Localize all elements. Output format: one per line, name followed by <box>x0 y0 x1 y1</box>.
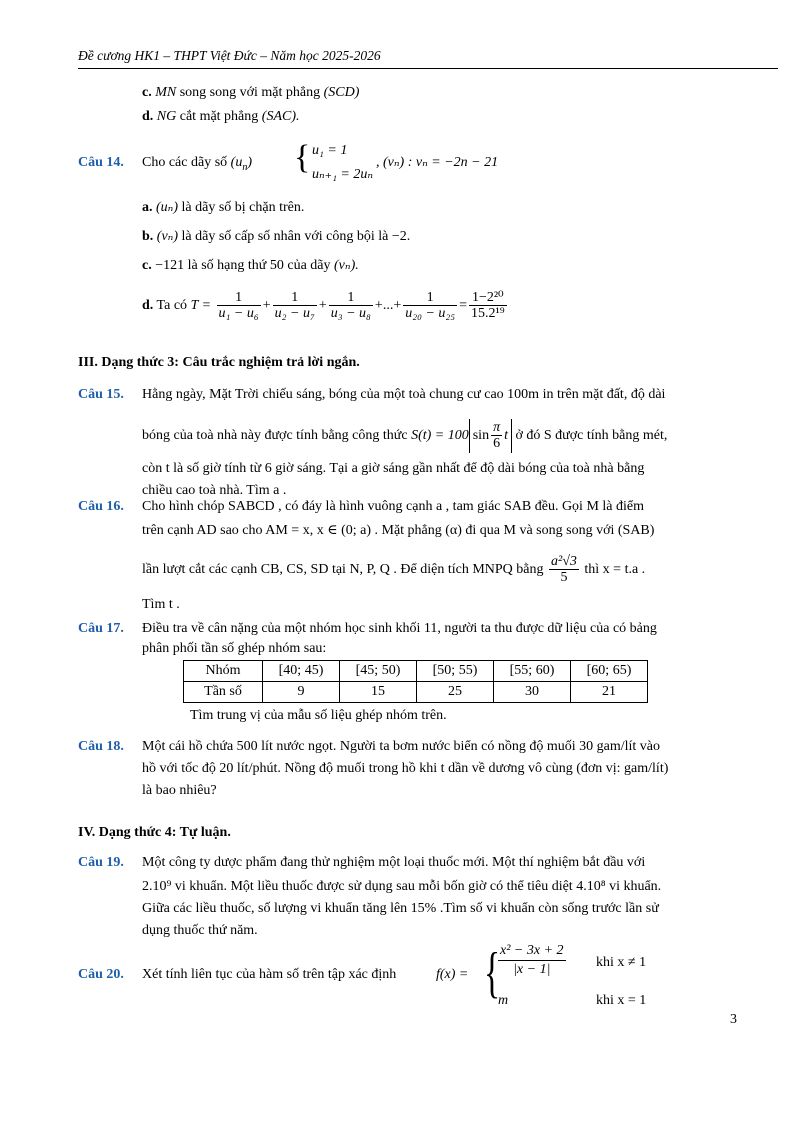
q13-option-c: c. MN song song với mặt phẳng (SCD) <box>142 85 360 100</box>
q14-intro: Cho các dãy số $(u_n)$ <box>142 155 252 173</box>
q14-fraction-result: $\frac{\text{1−2²⁰}}{\text{15.2¹⁹}}$ <box>471 290 505 322</box>
q18-label: Câu 18. <box>78 739 124 754</box>
q15-line-1: Hằng ngày, Mặt Trời chiếu sáng, bóng của một toà chung cư cao 100m in trên mặt đất, độ dài <box>142 387 666 402</box>
q15-line-4: chiều cao toà nhà. Tìm a . <box>142 483 287 498</box>
q20-condition-1: khi x ≠ 1 <box>596 955 647 970</box>
page-header: Đề cương HK1 – THPT Việt Đức – Năm học 2025-2026 <box>78 48 381 63</box>
q15-abs-sin: sin $\frac{\pi}{6}$ t <box>469 419 512 453</box>
table-cell: 9 <box>263 682 340 703</box>
q18-line-3: là bao nhiêu? <box>142 783 217 798</box>
q14-system-line1: u₁ = 1 <box>312 143 348 158</box>
q14-fraction-4: $\frac{1}{\text{u₂₀ − u₂₅}}$ <box>405 290 456 322</box>
q17-line-1: Điều tra về cân nặng của một nhóm học sinh khối 11, người ta thu được dữ liệu của có bảng <box>142 621 657 636</box>
section-4-title: IV. Dạng thức 4: Tự luận. <box>78 825 231 840</box>
table-cell: 21 <box>571 682 648 703</box>
q14-option-b: b. (vₙ) là dãy số cấp số nhân với công bội là −2. <box>142 229 411 244</box>
q16-label: Câu 16. <box>78 499 124 514</box>
q20-fx: f(x) = <box>436 967 469 982</box>
q15-label: Câu 15. <box>78 387 124 402</box>
table-cell: [55; 60) <box>494 661 571 682</box>
page-number: 3 <box>730 1012 737 1027</box>
q20-fraction: $\frac{\text{x² − 3x + 2}}{|x - 1|}$ <box>500 943 564 977</box>
q20-label: Câu 20. <box>78 967 124 982</box>
q16-line-1: Cho hình chóp SABCD , có đáy là hình vuông cạnh a , tam giác SAB đều. Gọi M là điểm <box>142 499 644 514</box>
q14-system-line2: uₙ₊₁ = 2uₙ <box>312 167 374 182</box>
q16-line-4: Tìm t . <box>142 597 180 612</box>
q20-text: Xét tính liên tục của hàm số trên tập xác định <box>142 967 397 982</box>
q14-vn-definition: , (vₙ) : vₙ = −2n − 21 <box>376 155 499 170</box>
q20-m: m <box>498 993 509 1008</box>
q16-area-fraction: $\frac{\text{a²√3}}{5}$ <box>551 554 577 586</box>
table-cell: 25 <box>417 682 494 703</box>
q14-option-a: a. (uₙ) là dãy số bị chặn trên. <box>142 200 305 215</box>
table-cell: 15 <box>340 682 417 703</box>
table-row <box>184 682 648 703</box>
q19-line-4: dụng thuốc thứ năm. <box>142 923 258 938</box>
q19-line-3: Giữa các liều thuốc, số lượng vi khuẩn tăng lên 15% .Tìm số vi khuẩn còn sống trước lần sử <box>142 901 659 916</box>
q20-condition-2: khi x = 1 <box>596 993 647 1008</box>
table-cell: [40; 45) <box>263 661 340 682</box>
q17-line-2: phân phối tần số ghép nhóm sau: <box>142 641 327 656</box>
q20-piecewise-brace: { <box>484 942 501 1004</box>
q14-fraction-1: $\frac{1}{\text{u₁ − u₆}}$ <box>218 290 259 322</box>
q19-line-2: 2.10⁹ vi khuẩn. Một liều thuốc được sử dụng sau mỗi bốn giờ có thể tiêu diệt 4.10⁸ vi khuẩn. <box>142 879 662 894</box>
q14-system-brace: { <box>294 139 311 176</box>
table-cell: Nhóm <box>184 661 263 682</box>
q17-line-3: Tìm trung vị của mẫu số liệu ghép nhóm trên. <box>190 708 447 723</box>
q16-line-3: lần lượt cắt các cạnh CB, CS, SD tại N, P, Q . Để diện tích MNPQ bằng $\frac{\text{a²√3}}{5}$ thì x = t.a . <box>142 554 646 586</box>
table-cell: 30 <box>494 682 571 703</box>
q14-fraction-2: $\frac{1}{\text{u₂ − u₇}}$ <box>274 290 315 322</box>
q14-option-d: d. Ta có T = $\frac{1}{\text{u₁ − u₆}}$ + $\frac{1}{\text{u₂ − u₇}}$ + $\frac{1}{\text{u₃ − u₈}}$ +...+ $\frac{1}{\text{u₂₀ − u₂₅}}$ = $\frac{\text{1−2²⁰}}{\text{15.2¹⁹}}$ <box>142 290 505 322</box>
q17-label: Câu 17. <box>78 621 124 636</box>
q18-line-2: hồ với tốc độ 20 lít/phút. Nồng độ muối trong hồ khi t dần về dương vô cùng (đơn vị: gam/lít) <box>142 761 669 776</box>
q18-line-1: Một cái hồ chứa 500 lít nước ngọt. Người ta bơm nước biển có nồng độ muối 30 gam/lít vào <box>142 739 660 754</box>
q15-line-2: bóng của toà nhà này được tính bằng công thức S(t) = 100 sin $\frac{\pi}{6}$ t ở đó S được tính bằng mét, <box>142 420 668 452</box>
q13-option-d: d. NG cắt mặt phẳng (SAC). <box>142 109 300 124</box>
section-3-title: III. Dạng thức 3: Câu trắc nghiệm trả lời ngắn. <box>78 355 360 370</box>
header-divider <box>78 68 778 69</box>
table-cell: [50; 55) <box>417 661 494 682</box>
frequency-table <box>183 660 648 703</box>
q14-fraction-3: $\frac{1}{\text{u₃ − u₈}}$ <box>330 290 371 322</box>
table-cell: Tần số <box>184 682 263 703</box>
q19-line-1: Một công ty dược phẩm đang thử nghiệm một loại thuốc mới. Một thí nghiệm bắt đầu với <box>142 855 646 870</box>
q19-label: Câu 19. <box>78 855 124 870</box>
q16-line-2: trên cạnh AD sao cho AM = x, x ∈ (0; a) . Mặt phẳng (α) đi qua M và song song với (SAB) <box>142 523 655 538</box>
table-row <box>184 661 648 682</box>
table-cell: [45; 50) <box>340 661 417 682</box>
q14-option-c: c. −121 là số hạng thứ 50 của dãy (vₙ). <box>142 258 359 273</box>
q15-line-3: còn t là số giờ tính từ 6 giờ sáng. Tại a giờ sáng gần nhất để độ dài bóng của toà nhà bằng <box>142 461 645 476</box>
table-cell: [60; 65) <box>571 661 648 682</box>
q14-label: Câu 14. <box>78 155 124 170</box>
